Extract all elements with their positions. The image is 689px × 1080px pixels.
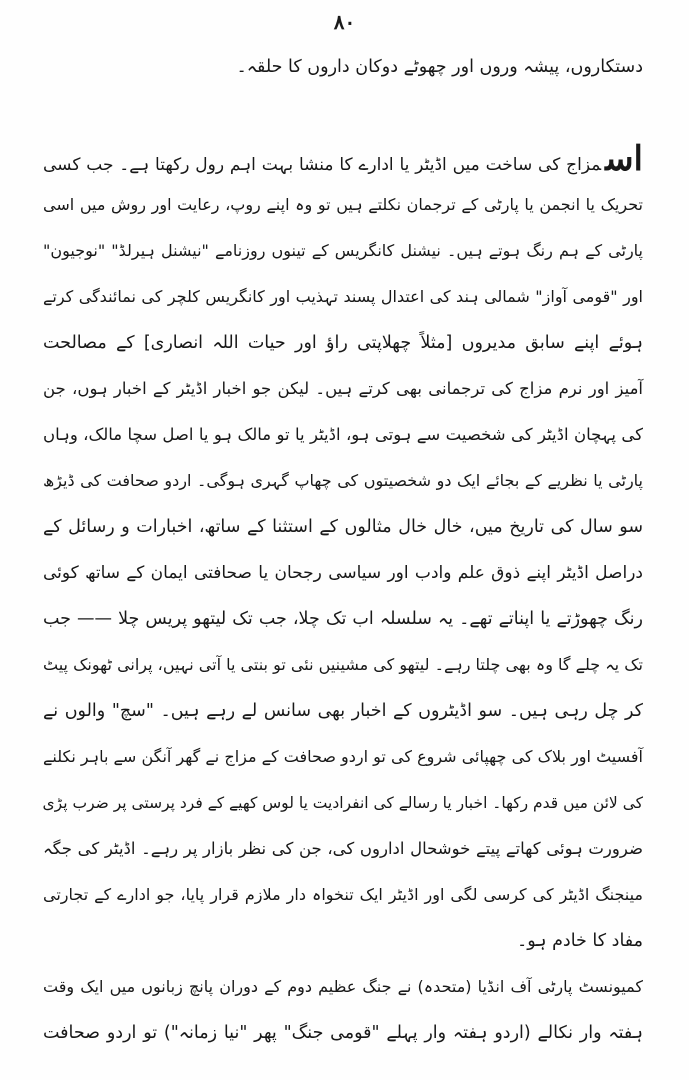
paragraph-line: پارٹی کے ہم رنگ ہوتے ہیں۔ نیشنل کانگریس کے تینوں روزنامے "نیشنل ہیرلڈ" "نوجیون" — [43, 241, 643, 260]
paragraph-line: رنگ چھوڑتے یا اپناتے تھے۔ یہ سلسلہ اب تک چلا، جب تک لیتھو پریس چلا —— جب — [43, 609, 643, 629]
paragraph-line: آفسیٹ اور بلاک کی چھپائی شروع کی تو اردو صحافت کے مزاج نے گھر آنگن سے باہر نکلنے — [43, 747, 643, 766]
paragraph-line-text: مزاج کی ساخت میں اڈیٹر یا ادارے کا منشا بہت اہم رول رکھتا ہے۔ جب کسی — [43, 155, 602, 175]
paragraph-line: کمیونسٹ پارٹی آف انڈیا (متحدہ) نے جنگ عظیم دوم کے دوران پانچ زبانوں میں ایک وقت — [43, 977, 643, 996]
paragraph-line: مینجنگ اڈیٹر کی کرسی لگی اور اڈیٹر ایک تنخواہ دار ملازم قرار پایا، جو ادارے کے تجارتی — [43, 885, 643, 904]
paragraph-line — [43, 139, 643, 180]
paragraph-line: تحریک یا انجمن یا پارٹی کے ترجمان نکلتے ہیں تو وہ اپنے روپ، رعایت اور روش میں اسی — [43, 195, 643, 214]
paragraph-line: مفاد کا خادم ہو۔ — [516, 931, 643, 951]
paragraph-line: کی لائن میں قدم رکھا۔ اخبار یا رسالے کی انفرادیت یا لوس کھیے کے فرد پرستی پر ضرب پڑی — [42, 794, 643, 812]
paragraph-line: اور "قومی آواز" شمالی ہند کی اعتدال پسند تہذیب اور کانگریس کلچر کی نمائندگی کرتے — [43, 287, 643, 306]
paragraph-line: پارٹی یا نظریے کے بجائے ایک دو شخصیتوں کی چھاپ گہری ہوگی۔ اردو صحافت کی ڈیڑھ — [43, 471, 643, 490]
drop-cap: اس — [605, 139, 643, 179]
paragraph-line: سو سال کی تاریخ میں، خال خال مثالوں کے استثنا کے ساتھ، اخبارات و رسائل کے — [43, 517, 643, 537]
paragraph-line: ہوئے اپنے سابق مدیروں [مثلاً چھلاپتی راؤ اور حیات اللہ انصاری] کے مصالحت — [43, 333, 643, 353]
page-number: ۸۰ — [333, 10, 356, 34]
paragraph-line: آمیز اور نرم مزاج کی ترجمانی بھی کرتے ہیں۔ لیکن جو اخبار اڈیٹر کے اخبار ہوں، جن — [43, 379, 643, 398]
paragraph-line: ضرورت ہوئی کھاتے پیتے خوشحال اداروں کی، جن کی نظر بازار پر رہے۔ اڈیٹر کی جگہ — [43, 839, 643, 858]
paragraph-line: کر چل رہی ہیں۔ سو اڈیٹروں کے اخبار بھی سانس لے رہے ہیں۔ "سچ" والوں نے — [43, 701, 643, 721]
paragraph-line: تک یہ چلے گا وہ بھی چلتا رہے۔ لیتھو کی مشینیں نئی تو بنتی یا آتی نہیں، پرانی ٹھونک پیٹ — [43, 655, 643, 674]
paragraph-line: دراصل اڈیٹر اپنے ذوق علم وادب اور سیاسی رجحان یا صحافتی ایمان کے ساتھ کوئی — [43, 563, 643, 583]
paragraph-line: کی پہچان اڈیٹر کی شخصیت سے ہوتی ہو، اڈیٹر یا تو مالک ہو یا اصل سچا مالک، وہاں — [43, 425, 643, 444]
intro-line: دستکاروں، پیشہ وروں اور چھوٹے دوکان داروں کا حلقہ۔ — [236, 57, 643, 77]
paragraph-line: ہفتہ وار نکالے (اردو ہفتہ وار پہلے "قومی جنگ" پھر "نیا زمانہ") تو اردو صحافت — [43, 1023, 643, 1043]
